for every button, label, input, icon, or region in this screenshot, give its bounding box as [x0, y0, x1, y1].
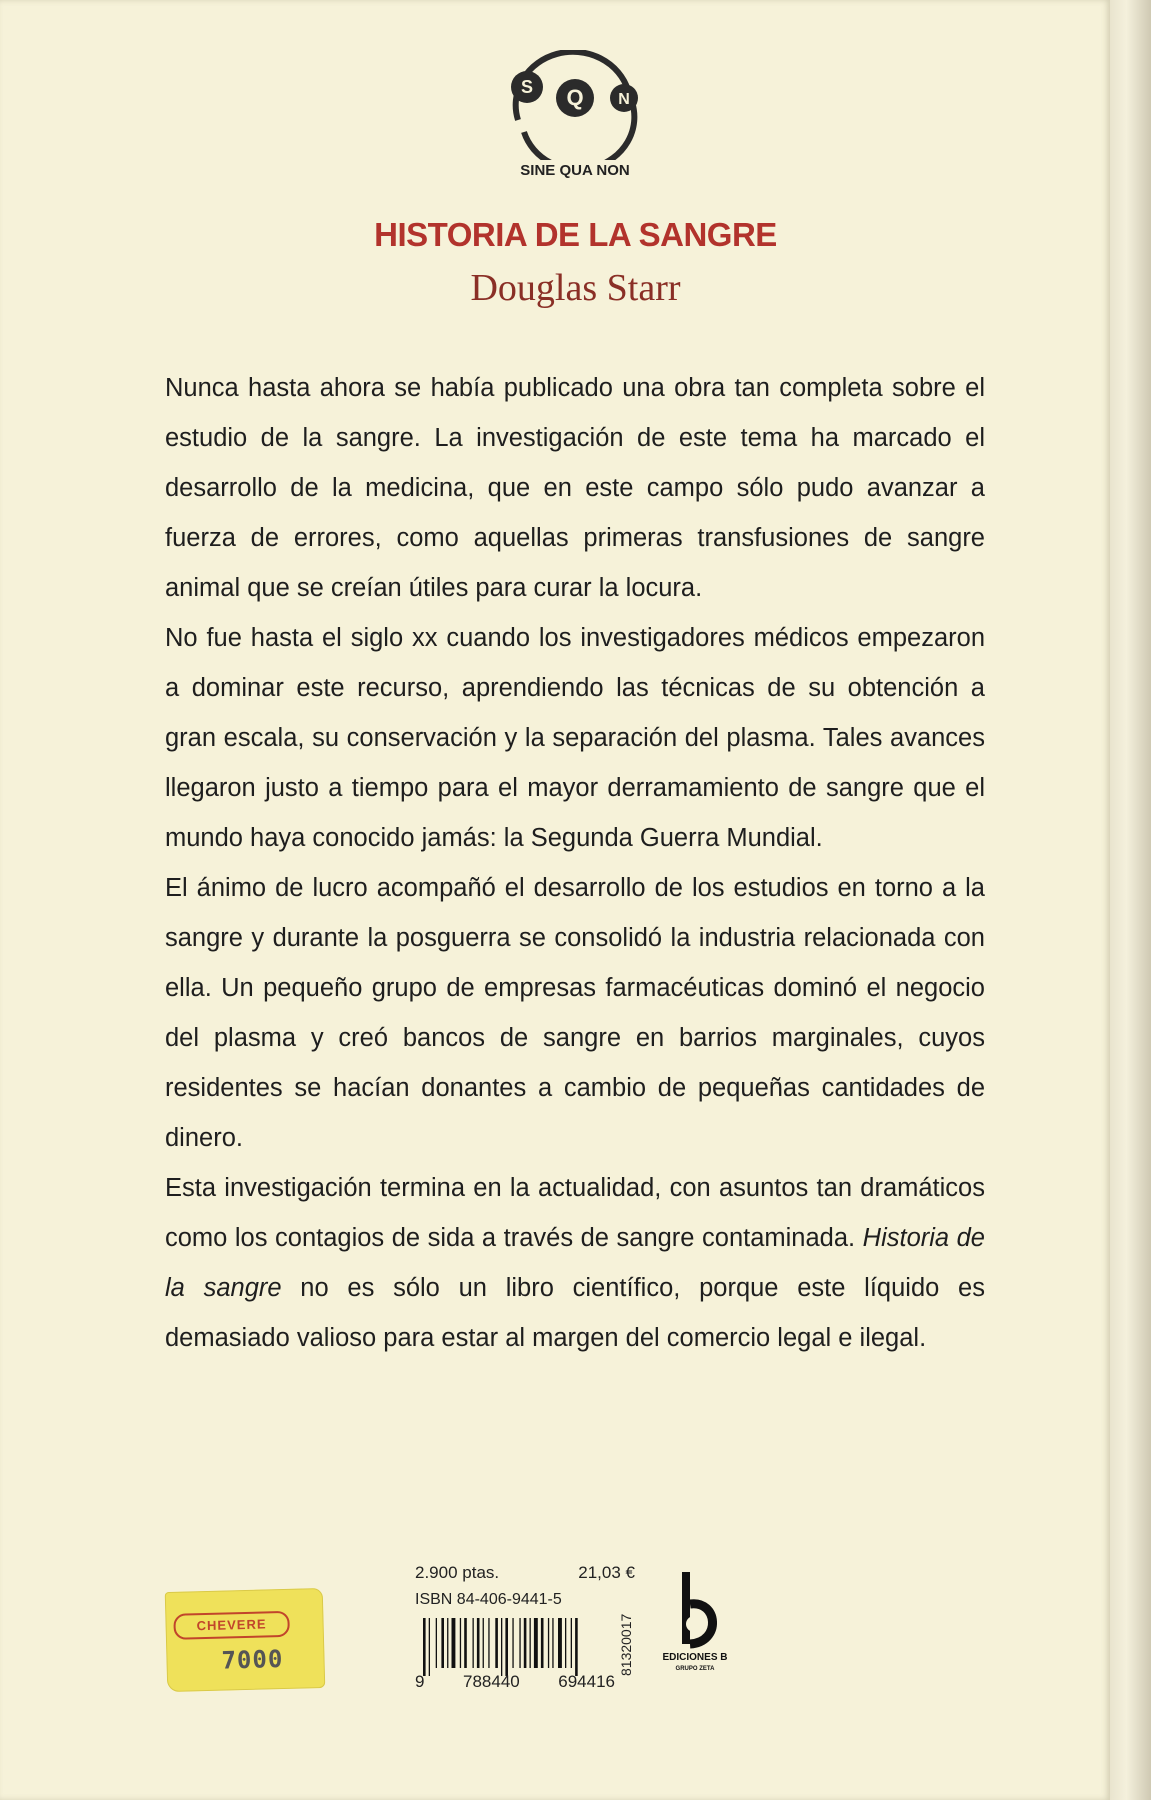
barcode-bar: [441, 1618, 444, 1668]
barcode: [415, 1618, 615, 1676]
barcode-bar: [501, 1618, 502, 1676]
logo-letter-s: S: [520, 77, 534, 97]
barcode-bar: [495, 1618, 498, 1668]
barcode-bar: [423, 1618, 426, 1676]
book-title: HISTORIA DE LA SANGRE: [374, 216, 777, 253]
price-block: [415, 1563, 635, 1609]
price-pesetas: 2.900 ptas.: [415, 1563, 500, 1582]
barcode-digits: [415, 1672, 615, 1692]
page-edge: [1110, 0, 1151, 1800]
blurb-paragraph-4: [165, 1163, 985, 1363]
barcode-bar: [473, 1618, 474, 1668]
isbn: ISBN 84-406-9441-5: [415, 1591, 562, 1608]
sticker-store-label: CHEVERE: [173, 1611, 290, 1640]
barcode-bar: [488, 1618, 489, 1668]
barcode-bar: [452, 1618, 456, 1668]
barcode-bar: [565, 1618, 566, 1668]
sticker-price: 7000: [221, 1645, 284, 1675]
barcode-bar: [575, 1618, 578, 1676]
barcode-digit-group-2: 694416: [558, 1672, 615, 1691]
barcode-bar: [571, 1618, 572, 1668]
barcode-bar: [552, 1618, 553, 1668]
barcode-addon: 81320017: [618, 1613, 634, 1677]
blurb-paragraph-4-end: no es sólo un libro científico, porque este líquido es demasiado valioso para estar al margen del comercio legal e ilegal.: [165, 1274, 985, 1352]
barcode-bar: [477, 1618, 480, 1668]
logo-letter-q: Q: [566, 85, 584, 110]
publisher-name: EDICIONES B: [662, 1652, 728, 1663]
barcode-bar: [534, 1618, 538, 1668]
book-author: Douglas Starr: [470, 267, 681, 309]
barcode-digit-prefix: 9: [415, 1672, 425, 1691]
barcode-bar: [464, 1618, 467, 1668]
price-euro: 21,03 €: [578, 1563, 635, 1582]
logo-text: SINE QUA NON: [520, 162, 630, 179]
sqn-logo: [500, 50, 650, 190]
barcode-bar: [541, 1618, 544, 1668]
barcode-bar: [505, 1618, 508, 1676]
barcode-digit-group-1: 788440: [463, 1672, 520, 1691]
barcode-bar: [548, 1618, 549, 1668]
barcode-bar: [436, 1618, 437, 1668]
blurb-paragraph-3: El ánimo de lucro acompañó el desarrollo de los estudios en torno a la sangre y durante la posguerra se consolidó la industria relacionada con ella. Un pequeño grupo de empresas farmacéuticas dominó el negocio del plasma y creó bancos de sangre en barrios marginales, cuyos residentes se hacían donantes a cambio de pequeñas cantidades de dinero.: [165, 874, 985, 1152]
blurb: [165, 363, 985, 1363]
barcode-bar: [460, 1618, 461, 1668]
logo-letter-n: N: [618, 91, 630, 108]
publisher-group: GRUPO ZETA: [675, 1666, 715, 1672]
barcode-bar: [447, 1618, 448, 1668]
barcode-bar: [483, 1618, 484, 1668]
barcode-bar: [512, 1618, 513, 1668]
barcode-bar: [519, 1618, 520, 1668]
barcode-bar: [524, 1618, 527, 1668]
barcode-bar: [558, 1618, 562, 1668]
blurb-paragraph-2: No fue hasta el siglo xx cuando los investigadores médicos empezaron a dominar este recurso, aprendiendo las técnicas de su obtención a gran escala, su conservación y la separación del plasma. Tales avances llegaron justo a tiempo para el mayor derramamiento de sangre que el mundo haya conocido jamás: la Segunda Guerra Mundial.: [165, 624, 985, 852]
ediciones-b-logo: [660, 1570, 730, 1700]
blurb-paragraph-1: Nunca hasta ahora se había publicado una obra tan completa sobre el estudio de la sangre. La investigación de este tema ha marcado el desarrollo de la medicina, que en este campo sólo pudo avanzar a fuerza de errores, como aquellas primeras transfusiones de sangre animal que se creían útiles para curar la locura.: [165, 374, 985, 602]
blurb-paragraph-4-start: Esta investigación termina en la actualidad, con asuntos tan dramáticos como los contagios de sida a través de sangre contaminada.: [165, 1174, 985, 1252]
price-sticker: [165, 1588, 326, 1692]
blurb-book-title-italic: Historia de la sangre: [165, 1224, 985, 1302]
barcode-bar: [530, 1618, 531, 1668]
barcode-bar: [429, 1618, 430, 1676]
